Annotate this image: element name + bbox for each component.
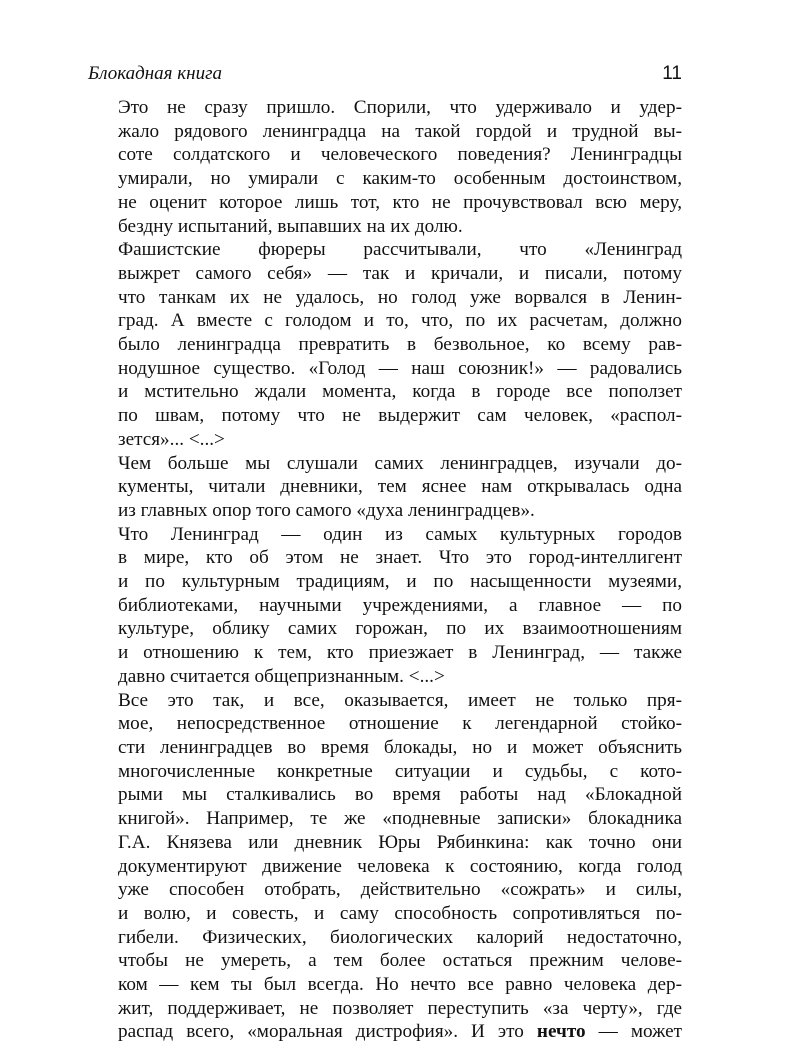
text-line: Г.А. Князева или дневник Юры Рябинкина: как точно они: [118, 831, 682, 853]
text-line: Все это так, и все, оказывается, имеет не только пря-: [118, 689, 682, 711]
text-line: по швам, потому что не выдержит сам человек, «распол-: [118, 405, 682, 427]
text-line: и мстительно ждали момента, когда в городе все поползет: [118, 381, 682, 403]
text-line: в мире, кто об этом не знает. Что это город-интеллигент: [118, 547, 682, 569]
text-line: выжрет самого себя» — так и кричали, и писали, потому: [118, 262, 682, 284]
text-line: кументы, читали дневники, тем яснее нам открывалась одна: [118, 476, 682, 498]
paragraph-5: [88, 689, 682, 1044]
text-line: нодушное существо. «Голод — наш союзник!» — радовались: [118, 357, 682, 379]
text-line: Фашистские фюреры рассчитывали, что «Ленинград: [118, 239, 682, 261]
text-line: не оценит которое лишь тот, кто не прочувствовал всю меру,: [118, 191, 682, 213]
text-line: Чем больше мы слушали самих ленинградцев, изучали до-: [118, 452, 682, 474]
text-line: Что Ленинград — один из самых культурных городов: [118, 523, 682, 545]
running-title: Блокадная книга: [88, 63, 222, 84]
book-page: [88, 62, 682, 1044]
paragraph-4: [88, 523, 682, 689]
text-line: рыми мы сталкивались во время работы над «Блокадной: [118, 784, 682, 806]
text-line: что танкам их не удалось, но голод уже ворвался в Ленин-: [118, 286, 682, 308]
text-line: культуре, облику самих горожан, по их взаимоотношениям: [118, 618, 682, 640]
text-line: чтобы не умереть, а тем более остаться прежним челове-: [118, 950, 682, 972]
text-line: документируют движение человека к состоянию, когда голод: [118, 855, 682, 877]
paragraph-2: [88, 238, 682, 451]
paragraph-3: [88, 452, 682, 523]
text-line: мое, непосредственное отношение к легендарной стойко-: [118, 713, 682, 735]
body-text: [88, 96, 682, 1044]
text-line: давно считается общепризнанным. <...>: [118, 665, 445, 687]
text-line: гибели. Физических, биологических калорий недостаточно,: [118, 926, 682, 948]
text-line: многочисленные конкретные ситуации и судьбы, с кото-: [118, 760, 682, 782]
text-line: и по культурным традициям, и по насыщенности музеями,: [118, 571, 682, 593]
text-line: библиотеками, научными учреждениями, а главное — по: [118, 594, 682, 616]
text-line: уже способен отобрать, действительно «сожрать» и силы,: [118, 879, 682, 901]
text-line: зется»... <...>: [118, 428, 225, 450]
text-line: и отношению к тем, кто приезжает в Ленинград, — также: [118, 642, 682, 664]
text-line: жит, поддерживает, не позволяет переступить «за черту», где: [118, 997, 682, 1019]
text-line: умирали, но умирали с каким-то особенным достоинством,: [118, 168, 682, 190]
text-line-final: [88, 1020, 682, 1044]
text-line: сти ленинградцев во время блокады, но и может объяснить: [118, 736, 682, 758]
text-line: ком — кем ты был всегда. Но нечто все равно человека дер-: [118, 974, 682, 996]
text-line: было ленинградца превратить в безвольное, ко всему рав-: [118, 334, 682, 356]
text-line: жало рядового ленинградца на такой гордой и трудной вы-: [118, 120, 682, 142]
text-line: книгой». Например, те же «подневные записки» блокадника: [118, 808, 682, 830]
paragraph-1: [88, 96, 682, 238]
page-number: 11: [662, 63, 682, 84]
text-fragment: распад всего, «моральная дистрофия». И это: [118, 1021, 537, 1043]
text-line: соте солдатского и человеческого поведения? Ленинградцы: [118, 144, 682, 166]
running-head: [88, 62, 682, 86]
emphasized-word: нечто: [536, 1021, 586, 1043]
text-fragment: — может: [585, 1021, 682, 1043]
text-line: град. А вместе с голодом и то, что, по их расчетам, должно: [118, 310, 682, 332]
text-line: и волю, и совесть, и саму способность сопротивляться по-: [118, 902, 682, 924]
text-line: Это не сразу пришло. Спорили, что удерживало и удер-: [118, 97, 682, 118]
text-line: бездну испытаний, выпавших на их долю.: [118, 215, 463, 237]
text-line: из главных опор того самого «духа ленинградцев».: [118, 499, 535, 521]
